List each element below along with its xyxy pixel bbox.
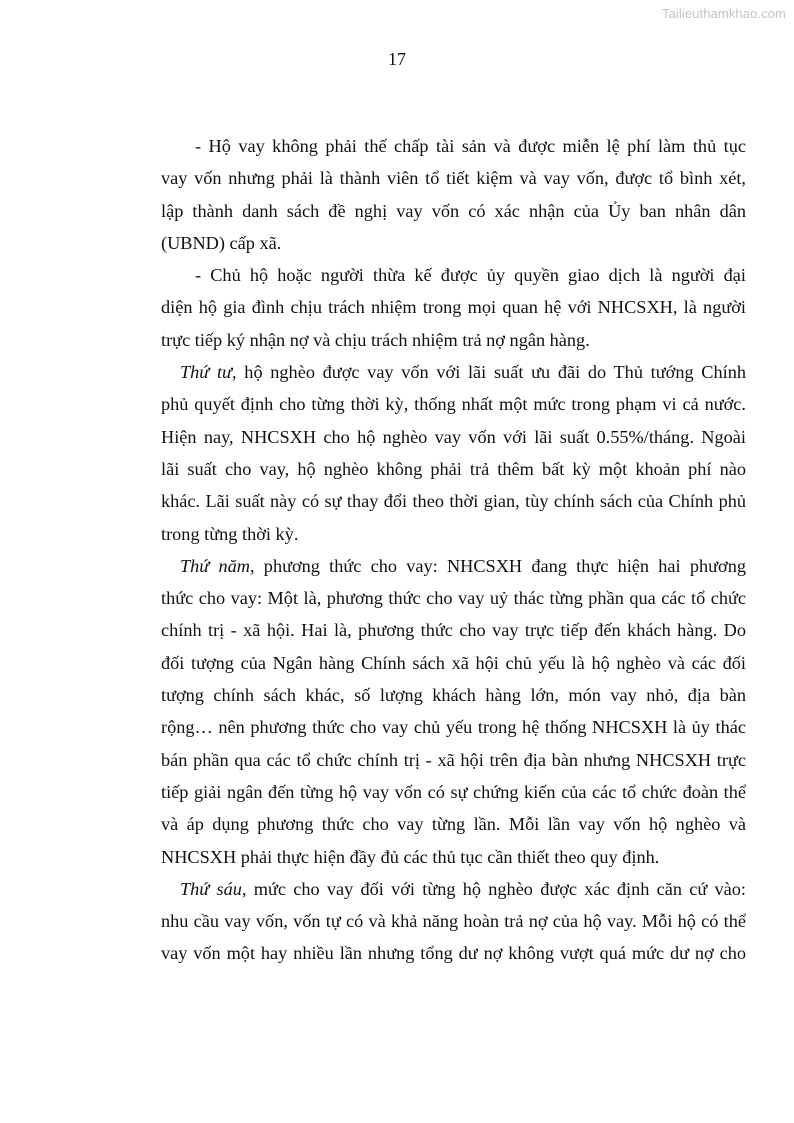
text-line: lập thành danh sách đề nghị vay vốn có xác nhận của Ủy ban nhân dân — [161, 200, 746, 221]
text-line: nhu cầu vay vốn, vốn tự có và khả năng hoàn trả nợ của hộ vay. Mỗi hộ có thể — [161, 911, 746, 932]
text-line-lead — [161, 873, 746, 905]
text-line-lead — [161, 356, 746, 388]
document-body — [161, 130, 746, 970]
text-line: vay vốn nhưng phải là thành viên tổ tiết kiệm và vay vốn, được tổ bình xét, — [161, 168, 746, 189]
text-line: chính trị - xã hội. Hai là, phương thức cho vay trực tiếp đến khách hàng. Do — [161, 620, 746, 641]
watermark: Tailieuthamkhao.com — [661, 6, 786, 21]
text-line: Hiện nay, NHCSXH cho hộ nghèo vay vốn với lãi suất 0.55%/tháng. Ngoài — [161, 426, 746, 447]
text-line: khác. Lãi suất này có sự thay đổi theo thời gian, tùy chính sách của Chính phủ — [161, 491, 746, 512]
italic-lead: Thứ năm — [180, 555, 250, 576]
text-line: vay vốn một hay nhiều lần nhưng tổng dư nợ không vượt quá mức dư nợ cho — [161, 943, 746, 964]
text-run: , hộ nghèo được vay vốn với lãi suất ưu đãi do Thủ tướng Chính — [232, 362, 746, 383]
text-line: lãi suất cho vay, hộ nghèo không phải trả thêm bất kỳ một khoản phí nào — [161, 458, 746, 479]
text-line: rộng… nên phương thức cho vay chủ yếu trong hệ thống NHCSXH là ủy thác — [161, 717, 746, 738]
paragraph-thu-tu — [161, 356, 746, 550]
text-run: , mức cho vay đối với từng hộ nghèo được xác định căn cứ vào: — [241, 878, 746, 899]
paragraph-thu-sau — [161, 873, 746, 970]
text-line: đối tượng của Ngân hàng Chính sách xã hội chủ yếu là hộ nghèo và các đối — [161, 652, 746, 673]
text-line-lead — [161, 550, 746, 582]
page-number: 17 — [388, 49, 406, 69]
text-line: và áp dụng phương thức cho vay từng lần. Mỗi lần vay vốn hộ nghèo và — [161, 814, 746, 835]
text-line: thức cho vay: Một là, phương thức cho vay uỷ thác từng phần qua các tổ chức — [161, 588, 746, 609]
text-line: trong từng thời kỳ. — [161, 523, 299, 544]
text-run: , phương thức cho vay: NHCSXH đang thực hiện hai phương — [250, 555, 746, 576]
text-line: phủ quyết định cho từng thời kỳ, thống nhất một mức trong phạm vi cả nước. — [161, 394, 746, 415]
text-line: bán phần qua các tổ chức chính trị - xã hội trên địa bàn nhưng NHCSXH trực — [161, 749, 746, 770]
text-line: trực tiếp ký nhận nợ và chịu trách nhiệm trả nợ ngân hàng. — [161, 329, 590, 350]
paragraph-dash-2 — [161, 259, 746, 356]
italic-lead: Thứ sáu — [180, 878, 242, 899]
text-line: tiếp giải ngân đến từng hộ vay vốn có sự chứng kiến của các tổ chức đoàn thể — [161, 781, 746, 802]
text-line: diện hộ gia đình chịu trách nhiệm trong mọi quan hệ với NHCSXH, là người — [161, 297, 746, 318]
italic-lead: Thứ tư — [180, 362, 233, 383]
paragraph-dash-1 — [161, 130, 746, 259]
paragraph-thu-nam — [161, 550, 746, 873]
text-line: - Hộ vay không phải thế chấp tài sản và được miễn lệ phí làm thủ tục — [195, 136, 746, 156]
text-line: tượng chính sách khác, số lượng khách hàng lớn, món vay nhỏ, địa bàn — [161, 685, 746, 706]
text-line: NHCSXH phải thực hiện đầy đủ các thủ tục cần thiết theo quy định. — [161, 846, 660, 867]
text-line: (UBND) cấp xã. — [161, 232, 282, 253]
text-line: - Chủ hộ hoặc người thừa kế được ủy quyền giao dịch là người đại — [195, 265, 746, 286]
